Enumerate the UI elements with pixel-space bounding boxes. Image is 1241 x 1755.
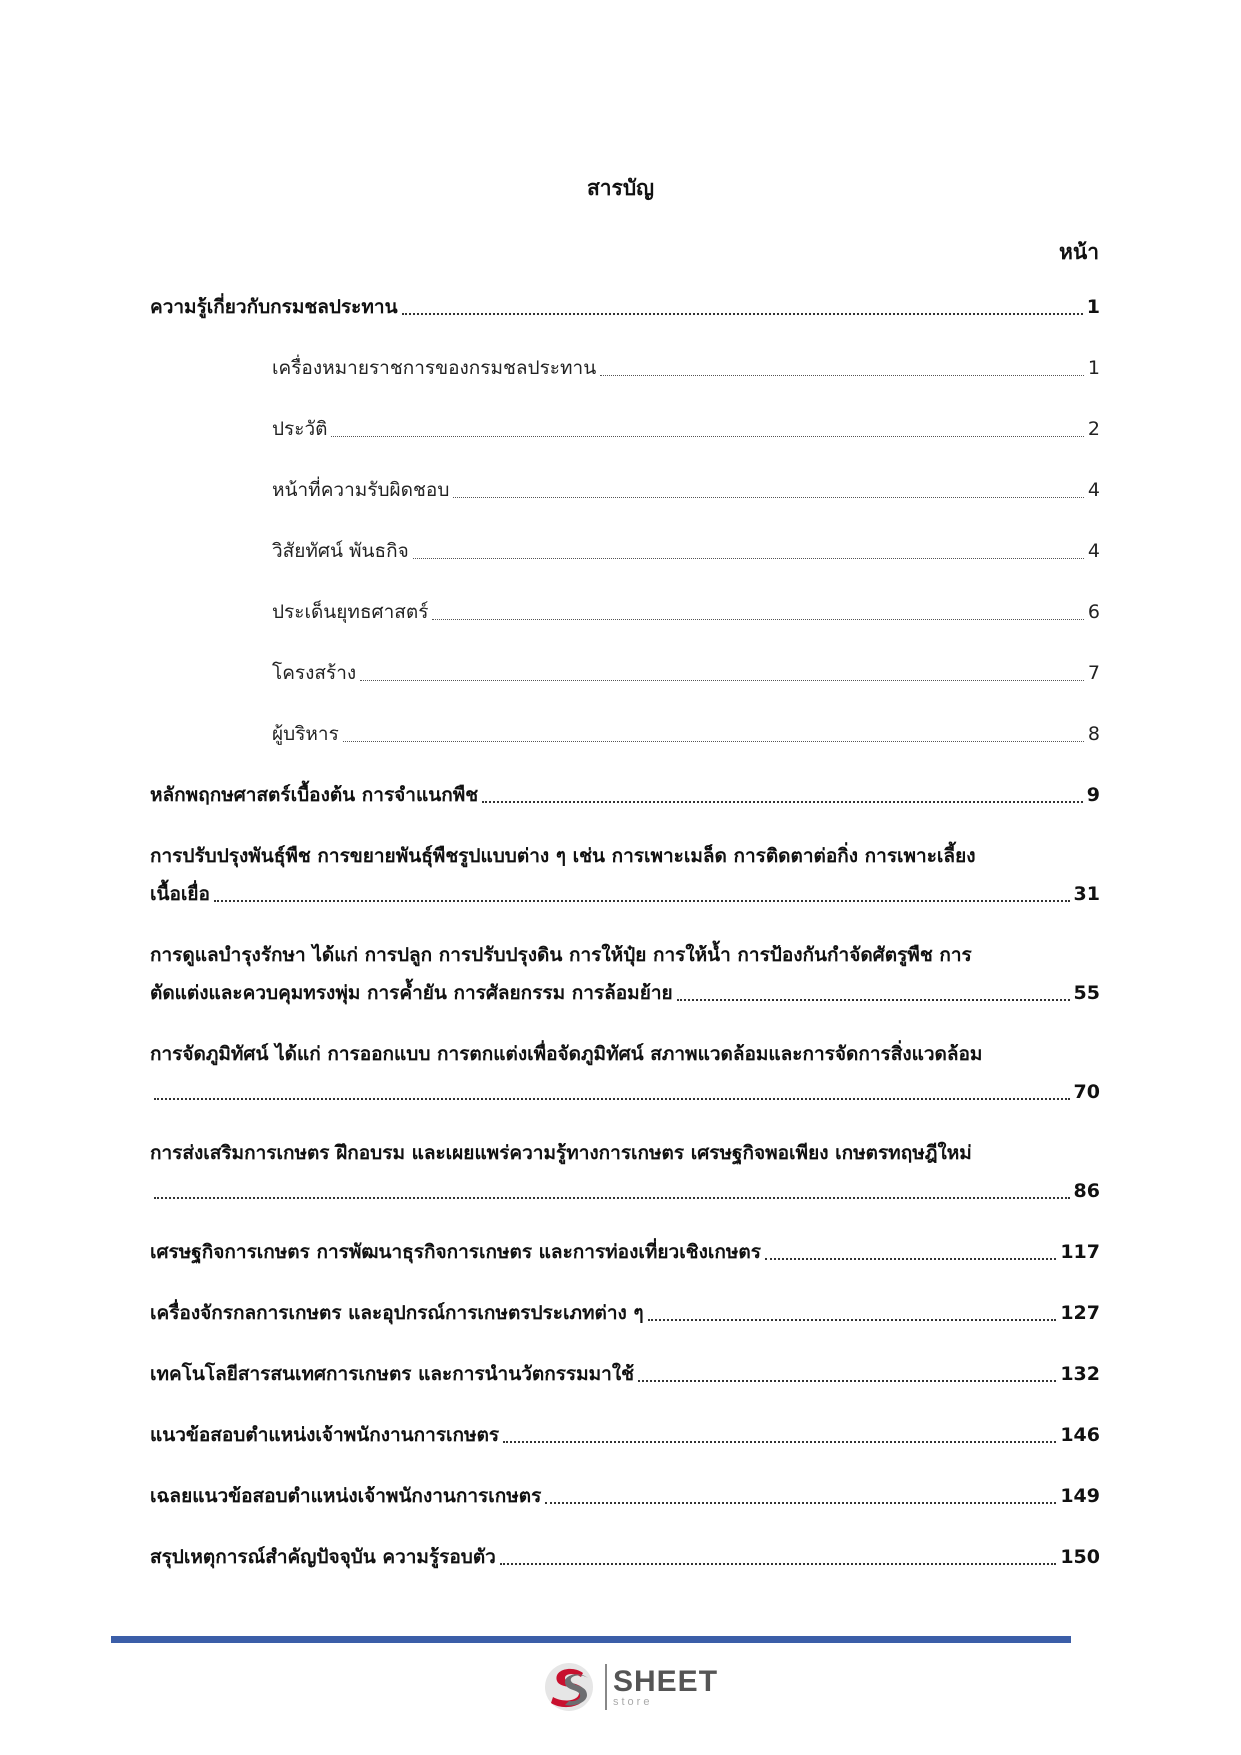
toc-entry-page: 150 <box>1060 1546 1100 1568</box>
toc-subentry[interactable] <box>150 654 1100 692</box>
dot-leader <box>154 1197 1070 1199</box>
toc-entry-text: ประเด็นยุทธศาสตร์ <box>272 601 429 623</box>
toc-entry-page: 146 <box>1060 1424 1100 1446</box>
logo-brand-text: SHEET <box>613 1664 719 1698</box>
sheet-store-logo-icon <box>543 1661 599 1713</box>
toc-entry-text: เครื่องหมายราชการของกรมชลประทาน <box>272 357 597 379</box>
dot-leader <box>402 313 1083 315</box>
toc-entry-text: เทคโนโลยีสารสนเทศการเกษตร และการนำนวัตกรรมมาใช้ <box>150 1363 635 1385</box>
toc-subentry[interactable] <box>150 410 1100 448</box>
table-of-contents <box>150 288 1100 1599</box>
toc-entry-page: 31 <box>1073 883 1100 905</box>
toc-entry-text: ประวัติ <box>272 418 328 440</box>
dot-leader <box>343 741 1084 742</box>
toc-entry-text: ความรู้เกี่ยวกับกรมชลประทาน <box>150 296 398 318</box>
logo-sub-text: store <box>613 1695 653 1708</box>
toc-entry-text: สรุปเหตุการณ์สำคัญปัจจุบัน ความรู้รอบตัว <box>150 1546 496 1568</box>
dot-leader <box>214 900 1070 902</box>
toc-entry[interactable] <box>150 776 1100 814</box>
page-column-header: หน้า <box>1059 240 1099 264</box>
toc-entry-text: แนวข้อสอบตำแหน่งเจ้าพนักงานการเกษตร <box>150 1424 500 1446</box>
toc-entry-text-line2: เนื้อเยื่อ <box>150 883 210 905</box>
dot-leader <box>765 1258 1056 1260</box>
logo-separator <box>605 1664 607 1710</box>
dot-leader <box>154 1098 1070 1100</box>
dot-leader <box>500 1563 1056 1565</box>
toc-entry-page: 4 <box>1087 479 1100 501</box>
toc-entry-text: ผู้บริหาร <box>272 723 339 745</box>
toc-subentry[interactable] <box>150 715 1100 753</box>
dot-leader <box>677 999 1070 1001</box>
toc-entry-last-line <box>150 974 1100 1012</box>
toc-subentry[interactable] <box>150 471 1100 509</box>
toc-entry[interactable] <box>150 1355 1100 1393</box>
toc-entry-multiline[interactable] <box>150 936 1100 1012</box>
toc-entry-text: เศรษฐกิจการเกษตร การพัฒนาธุรกิจการเกษตร และการท่องเที่ยวเชิงเกษตร <box>150 1241 761 1263</box>
dot-leader <box>453 497 1084 498</box>
dot-leader <box>638 1380 1056 1382</box>
toc-entry[interactable] <box>150 1294 1100 1332</box>
toc-entry-multiline[interactable] <box>150 837 1100 913</box>
toc-subentry[interactable] <box>150 532 1100 570</box>
toc-entry-last-line <box>150 875 1100 913</box>
toc-entry-multiline[interactable] <box>150 1035 1100 1111</box>
dot-leader <box>503 1441 1056 1443</box>
toc-entry-page: 127 <box>1060 1302 1100 1324</box>
toc-entry-page: 8 <box>1087 723 1100 745</box>
dot-leader <box>432 619 1083 620</box>
toc-entry-page: 9 <box>1086 784 1100 806</box>
dot-leader <box>545 1502 1056 1504</box>
footer-divider-bar <box>111 1636 1071 1643</box>
toc-entry-page: 7 <box>1087 662 1100 684</box>
dot-leader <box>600 375 1084 376</box>
toc-entry-text-line1: การปรับปรุงพันธุ์พืช การขยายพันธุ์พืชรูปแบบต่าง ๆ เช่น การเพาะเมล็ด การติดตาต่อกิ่ง การเพาะเลี้ยง <box>150 845 976 867</box>
toc-entry[interactable] <box>150 1477 1100 1515</box>
toc-entry-text: เครื่องจักรกลการเกษตร และอุปกรณ์การเกษตรประเภทต่าง ๆ <box>150 1302 644 1324</box>
toc-entry-text-line1: การส่งเสริมการเกษตร ฝึกอบรม และเผยแพร่ความรู้ทางการเกษตร เศรษฐกิจพอเพียง เกษตรทฤษฎีใหม่ <box>150 1142 972 1164</box>
toc-entry-page: 6 <box>1087 601 1100 623</box>
toc-subentry[interactable] <box>150 593 1100 631</box>
toc-entry-page: 1 <box>1086 296 1100 318</box>
toc-entry-page: 132 <box>1060 1363 1100 1385</box>
toc-entry-text: วิสัยทัศน์ พันธกิจ <box>272 540 409 562</box>
toc-entry-text: เฉลยแนวข้อสอบตำแหน่งเจ้าพนักงานการเกษตร <box>150 1485 542 1507</box>
toc-entry-last-line <box>150 1073 1100 1111</box>
toc-entry-page: 117 <box>1060 1241 1100 1263</box>
toc-entry[interactable] <box>150 1538 1100 1576</box>
toc-entry-text: โครงสร้าง <box>272 662 357 684</box>
toc-entry-multiline[interactable] <box>150 1134 1100 1210</box>
sheet-store-logo <box>543 1660 718 1714</box>
toc-entry[interactable] <box>150 1416 1100 1454</box>
toc-entry-page: 4 <box>1087 540 1100 562</box>
dot-leader <box>648 1319 1057 1321</box>
toc-entry-page: 70 <box>1073 1081 1100 1103</box>
dot-leader <box>413 558 1084 559</box>
dot-leader <box>331 436 1083 437</box>
dot-leader <box>360 680 1084 681</box>
toc-entry-page: 149 <box>1060 1485 1100 1507</box>
toc-entry-text-line1: การจัดภูมิทัศน์ ได้แก่ การออกแบบ การตกแต่งเพื่อจัดภูมิทัศน์ สภาพแวดล้อมและการจัดการสิ่งแวดล้อม <box>150 1043 983 1065</box>
page-title: สารบัญ <box>586 176 655 200</box>
toc-entry-text-line2: ตัดแต่งและควบคุมทรงพุ่ม การค้ำยัน การศัลยกรรม การล้อมย้าย <box>150 982 673 1004</box>
toc-entry-page: 2 <box>1087 418 1100 440</box>
toc-entry-text-line1: การดูแลบำรุงรักษา ได้แก่ การปลูก การปรับปรุงดิน การให้ปุ๋ย การให้น้ำ การป้องกันกำจัดศัตรูพืช การ <box>150 944 972 966</box>
toc-entry[interactable] <box>150 1233 1100 1271</box>
toc-entry-text: หลักพฤกษศาสตร์เบื้องต้น การจำแนกพืช <box>150 784 479 806</box>
dot-leader <box>482 801 1083 803</box>
logo-wordmark <box>613 1664 719 1708</box>
toc-entry-page: 55 <box>1073 982 1100 1004</box>
toc-entry-page: 1 <box>1087 357 1100 379</box>
toc-entry-last-line <box>150 1172 1100 1210</box>
toc-entry-text: หน้าที่ความรับผิดชอบ <box>272 479 450 501</box>
toc-entry[interactable] <box>150 288 1100 326</box>
toc-subentry[interactable] <box>150 349 1100 387</box>
toc-entry-page: 86 <box>1073 1180 1100 1202</box>
